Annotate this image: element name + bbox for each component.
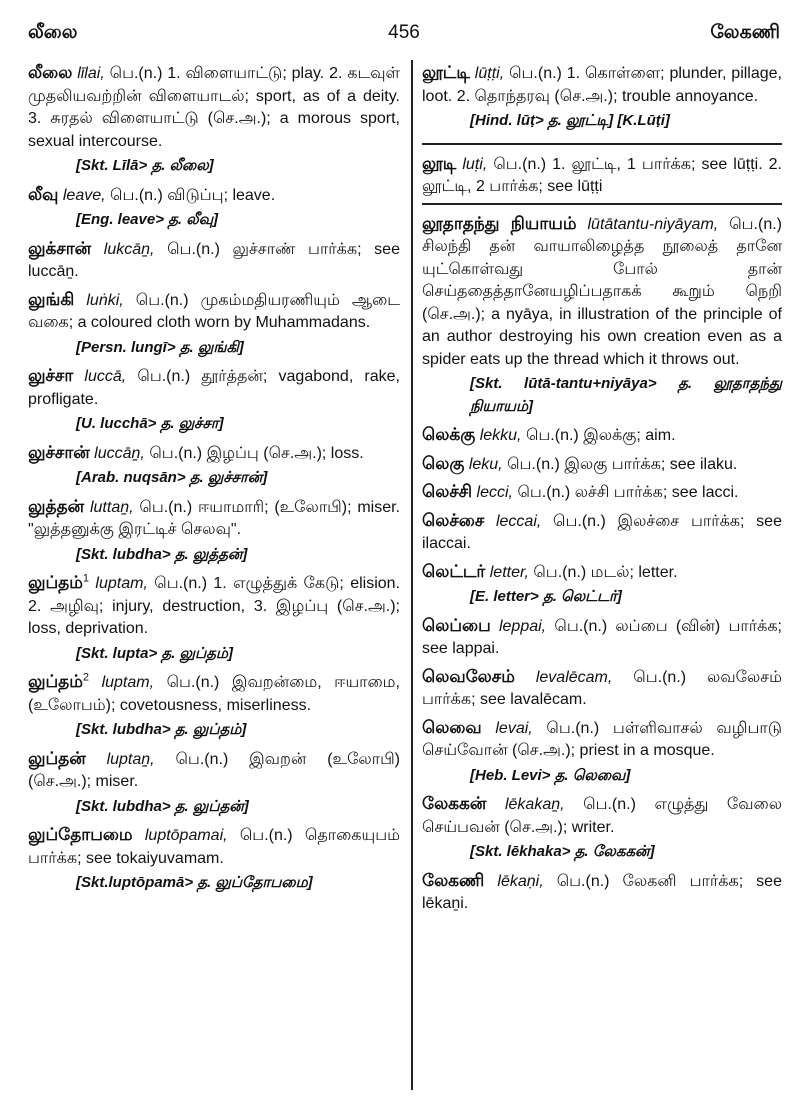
entry-etymology: [Arab. nuqsān> த. லுச்சான்] <box>76 469 268 486</box>
entry-headword: லுப்தோபமை <box>28 825 133 844</box>
entry-etymology: [Eng. leave> த. லீவு] <box>76 211 219 228</box>
dictionary-entry <box>28 671 400 742</box>
entry-transliteration: lēkaṇi, <box>497 872 544 890</box>
entry-definition: பெ.(n.) லுச்சாண் பார்க்க; see luccāṉ. <box>28 240 400 280</box>
entry-transliteration: luccāṉ, <box>94 444 145 462</box>
dictionary-entry <box>28 62 400 178</box>
dictionary-entry <box>28 442 400 490</box>
dictionary-entry <box>422 666 782 712</box>
dictionary-entry <box>28 572 400 665</box>
entry-headword: லெச்சி <box>422 482 473 501</box>
homonym-number: 1 <box>82 572 90 585</box>
right-guide-word: லேகணி <box>710 22 780 43</box>
entry-definition: பெ.(n.) 1. கொள்ளை; plunder, pillage, loot. 2. தொந்தரவு (செ.அ.); trouble annoyance. <box>422 65 783 105</box>
entry-headword: லீலை <box>28 63 73 82</box>
entry-etymology: [Skt. lēkhaka> த. லேககன்] <box>470 843 655 860</box>
entry-transliteration: lekku, <box>479 427 522 444</box>
column-divider <box>411 60 413 1090</box>
entry-etymology: [Skt. lubdha> த. லுப்தம்] <box>76 721 247 738</box>
entry-definition: பெ.(n.) எழுத்து வேலை செய்பவன் (செ.அ.); writer. <box>422 796 782 836</box>
entry-headword: லுப்தம் <box>28 573 83 592</box>
entry-definition: பெ.(n.) இலகு பார்க்க; see ilaku. <box>507 455 738 473</box>
entry-transliteration: luttaṉ, <box>89 498 134 516</box>
entry-definition: பெ.(n.) முகம்மதியரணியும் ஆடை வகை; a coloured cloth worn by Muhammadans. <box>28 291 400 331</box>
entry-transliteration: luptam, <box>95 575 148 592</box>
page-header <box>28 22 780 52</box>
entry-definition: பெ.(n.) விடுப்பு; leave. <box>110 186 276 204</box>
entry-headword: லுக்சான் <box>28 238 92 258</box>
entry-headword: லேகணி <box>422 870 485 890</box>
dictionary-entry <box>422 870 782 916</box>
dictionary-entry <box>28 824 400 895</box>
entry-definition: பெ.(n.) தூர்த்தன்; vagabond, rake, profligate. <box>28 368 400 408</box>
entry-headword: லெப்பை <box>422 615 491 635</box>
entry-definition: பெ.(n.) இவறன் (உலோபி) (செ.அ.); miser. <box>28 750 400 790</box>
entry-transliteration: lukcāṉ, <box>103 240 155 258</box>
dictionary-entry <box>422 424 782 448</box>
left-guide-word: லீலை <box>28 22 78 43</box>
entry-definition: பெ.(n.) லப்பை (வின்) பார்க்க; see lappai. <box>422 617 782 657</box>
entry-etymology: [Skt. lubdha> த. லுத்தன்] <box>76 545 248 563</box>
dictionary-entry <box>28 184 400 232</box>
dictionary-entry <box>422 153 782 205</box>
entry-transliteration: lēkakaṉ, <box>504 796 565 813</box>
entry-headword: லெச்சை <box>422 510 485 530</box>
entry-headword: லெகு <box>422 453 465 473</box>
entry-definition: பெ.(n.) சிலந்தி தன் வாயாலிழைத்த நூலைத் தானே யுட்கொள்வது போல் தான் செய்ததைத்தானேயழிப்பதாகக் கூறும் நெறி (செ.அ.); a nyāya, in illustration of the principle of an author destroying his own creation even as a spider eats up the thread which it throws out. <box>422 215 782 368</box>
entry-headword: லீவு <box>28 184 59 204</box>
entry-headword: லுப்தன் <box>28 748 86 768</box>
dictionary-entry <box>28 748 400 819</box>
entry-transliteration: leku, <box>468 455 503 473</box>
dictionary-entry <box>422 213 782 419</box>
entry-transliteration: levalēcam, <box>535 668 613 686</box>
entry-transliteration: leave, <box>62 186 106 204</box>
entry-definition: பெ.(n.) இழப்பு (செ.அ.); loss. <box>149 444 364 462</box>
entry-headword: லுச்சா <box>28 366 74 385</box>
entry-definition: பெ.(n.) லேகனி பார்க்க; see lēkaṉi. <box>422 872 782 912</box>
dictionary-entry <box>28 496 400 567</box>
entry-etymology: [Skt. Līlā> த. லீலை] <box>76 157 214 174</box>
entry-transliteration: luptōpamai, <box>144 827 228 844</box>
dictionary-entry <box>422 62 782 145</box>
entry-headword: லுப்தம் <box>28 672 83 691</box>
entry-headword: லூட்டி <box>422 63 470 82</box>
dictionary-entry <box>422 717 782 788</box>
page-number: 456 <box>388 22 420 43</box>
entry-transliteration: letter, <box>489 563 529 581</box>
entry-headword: லெக்கு <box>422 425 476 444</box>
entry-etymology: [Heb. Levi> த. லெவை] <box>470 766 631 784</box>
entry-etymology: [Hind. lūṭ> த. லூட்டி] [K.Lūṭi] <box>470 112 670 129</box>
left-column <box>28 62 400 901</box>
entry-transliteration: luṭi, <box>462 155 488 173</box>
entry-headword: லேககன் <box>422 794 487 813</box>
entry-definition: பெ.(n.) மடல்; letter. <box>533 563 678 581</box>
entry-transliteration: leppai, <box>498 617 547 635</box>
entry-headword: லுத்தன் <box>28 496 85 516</box>
entry-transliteration: luṅki, <box>86 291 124 309</box>
entry-headword: லெவலேசம் <box>422 666 515 686</box>
dictionary-entry <box>28 238 400 284</box>
entry-definition: பெ.(n.) லவலேசம் பார்க்க; see lavalēcam. <box>422 668 782 708</box>
entry-headword: லூதாதந்து நியாயம் <box>422 213 577 233</box>
entry-headword: லுச்சான் <box>28 442 90 462</box>
right-column <box>422 62 782 921</box>
entry-transliteration: līlai, <box>77 65 105 82</box>
entry-definition: பெ.(n.) 1. விளையாட்டு; play. 2. கடவுள் முதலியவற்றின் விளையாடல்; sport, as of a deity. 3. சுரதல் விளையாட்டு (செ.அ.); a morous sport, sexual intercourse. <box>28 65 400 150</box>
entry-transliteration: lūṭṭi, <box>474 65 505 82</box>
dictionary-entry <box>28 365 400 436</box>
dictionary-entry <box>422 615 782 661</box>
entry-headword: லூடி <box>422 153 457 173</box>
dictionary-entry <box>28 289 400 360</box>
entry-transliteration: luptaṉ, <box>106 750 155 768</box>
entry-etymology: [Skt. lūtā-tantu+niyāya> த. லூதாதந்து நியாயம்] <box>470 375 782 415</box>
entry-transliteration: luccā, <box>84 368 127 385</box>
dictionary-entry <box>422 453 782 477</box>
entry-etymology: [Persn. lungī> த. லுங்கி] <box>76 338 244 356</box>
entry-headword: லெட்டர் <box>422 561 486 581</box>
entry-headword: லுங்கி <box>28 289 75 309</box>
entry-definition: பெ.(n.) இலக்கு; aim. <box>525 427 676 444</box>
dictionary-entry <box>422 793 782 864</box>
entry-definition: பெ.(n.) தொகையுபம் பார்க்க; see tokaiyuvamam. <box>28 827 400 867</box>
entry-definition: பெ.(n.) 1. லூட்டி, 1 பார்க்க; see lūṭṭi. 2. லூட்டி, 2 பார்க்க; see lūṭṭi <box>422 155 783 195</box>
entry-transliteration: lecci, <box>476 484 513 501</box>
entry-etymology: [U. lucchā> த. லுச்சா] <box>76 415 224 432</box>
entry-definition: பெ.(n.) பள்ளிவாசல் வழிபாடு செய்வோன் (செ.அ.); priest in a mosque. <box>422 719 782 759</box>
entry-etymology: [Skt. lubdha> த. லுப்தன்] <box>76 797 249 815</box>
dictionary-entry <box>422 561 782 609</box>
entry-transliteration: luptam, <box>101 674 155 691</box>
entry-etymology: [Skt.luptōpamā> த. லுப்தோபமை] <box>76 874 313 891</box>
entry-transliteration: lūtātantu-niyāyam, <box>587 215 719 233</box>
entry-transliteration: levai, <box>495 719 533 737</box>
entry-definition: பெ.(n.) ஈயாமாரி; (உலோபி); miser. "லுத்தனுக்கு இரட்டிச் செலவு". <box>28 498 401 538</box>
dictionary-entry <box>422 510 782 556</box>
entry-headword: லெவை <box>422 717 482 737</box>
entry-etymology: [E. letter> த. லெட்டர்] <box>470 588 622 605</box>
entry-definition: பெ.(n.) இலச்சை பார்க்க; see ilaccai. <box>422 512 782 552</box>
entry-etymology: [Skt. lupta> த. லுப்தம்] <box>76 644 233 662</box>
dictionary-entry <box>422 481 782 505</box>
entry-definition: பெ.(n.) 1. எழுத்துக் கேடு; elision. 2. அழிவு; injury, destruction, 3. இழப்பு (செ.அ.); loss, deprivation. <box>28 575 401 637</box>
homonym-number: 2 <box>82 671 90 684</box>
entry-definition: பெ.(n.) இவறன்மை, ஈயாமை, (உலோபம்); covetousness, miserliness. <box>28 674 400 714</box>
entry-definition: பெ.(n.) லச்சி பார்க்க; see lacci. <box>517 484 739 501</box>
entry-transliteration: leccai, <box>495 512 542 530</box>
